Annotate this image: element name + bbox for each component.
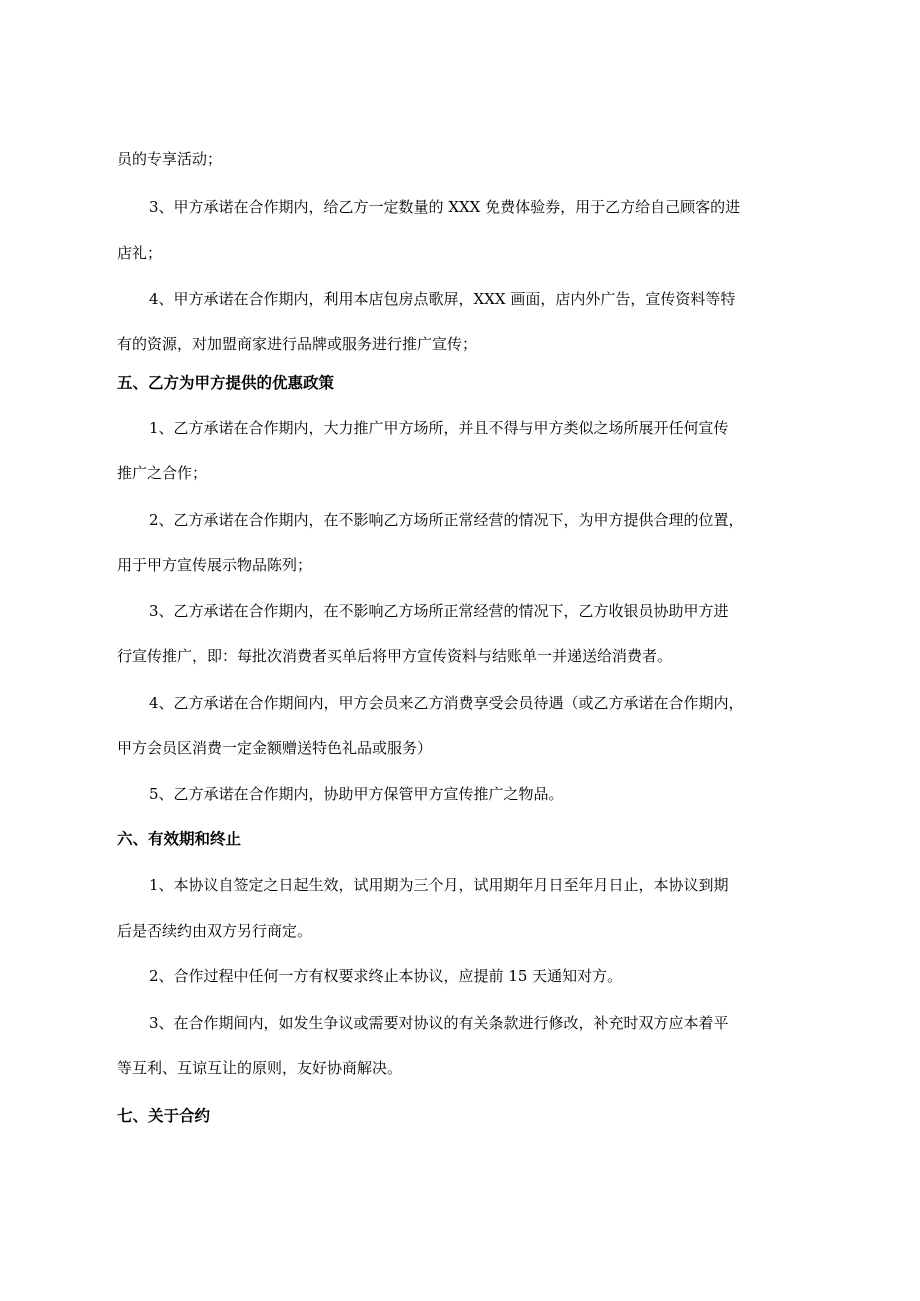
paragraph-line: 1、本协议自签定之日起生效，试用期为三个月，试用期年月日至年月日止，本协议到期 (149, 876, 729, 894)
section-heading-6: 六、有效期和终止 (117, 830, 242, 848)
paragraph-line: 5、乙方承诺在合作期内，协助甲方保管甲方宣传推广之物品。 (149, 785, 564, 803)
continuation-text: 员的专享活动； (117, 150, 223, 168)
paragraph-line: 1、乙方承诺在合作期内，大力推广甲方场所，并且不得与甲方类似之场所展开任何宣传 (149, 419, 729, 437)
paragraph-line: 3、乙方承诺在合作期内，在不影响乙方场所正常经营的情况下，乙方收银员协助甲方进 (149, 602, 729, 620)
paragraph-line: 4、乙方承诺在合作期间内，甲方会员来乙方消费享受会员待遇（或乙方承诺在合作期内， (149, 694, 744, 712)
paragraph-line: 等互利、互谅互让的原则，友好协商解决。 (117, 1059, 403, 1077)
paragraph-line: 行宣传推广，即：每批次消费者买单后将甲方宣传资料与结账单一并递送给消费者。 (117, 647, 673, 665)
paragraph-line: 推广之合作； (117, 464, 208, 482)
section-heading-7: 七、关于合约 (117, 1107, 211, 1125)
section-heading-5: 五、乙方为甲方提供的优惠政策 (117, 374, 335, 392)
paragraph-line: 2、合作过程中任何一方有权要求终止本协议，应提前 15 天通知对方。 (149, 967, 623, 985)
paragraph-line: 4、甲方承诺在合作期内，利用本店包房点歌屏，XXX 画面，店内外广告，宣传资料等特 (149, 290, 736, 308)
paragraph-line: 2、乙方承诺在合作期内，在不影响乙方场所正常经营的情况下，为甲方提供合理的位置， (149, 511, 744, 529)
paragraph-line: 后是否续约由双方另行商定。 (117, 922, 313, 940)
paragraph-line: 3、在合作期间内，如发生争议或需要对协议的有关条款进行修改，补充时双方应本着平 (149, 1014, 729, 1032)
paragraph-line: 3、甲方承诺在合作期内，给乙方一定数量的 XXX 免费体验券，用于乙方给自己顾客的进 (149, 198, 741, 216)
paragraph-line: 用于甲方宣传展示物品陈列； (117, 556, 313, 574)
paragraph-line: 有的资源，对加盟商家进行品牌或服务进行推广宣传； (117, 335, 478, 353)
paragraph-line: 甲方会员区消费一定金额赠送特色礼品或服务） (117, 739, 433, 757)
paragraph-line: 店礼； (117, 244, 163, 262)
